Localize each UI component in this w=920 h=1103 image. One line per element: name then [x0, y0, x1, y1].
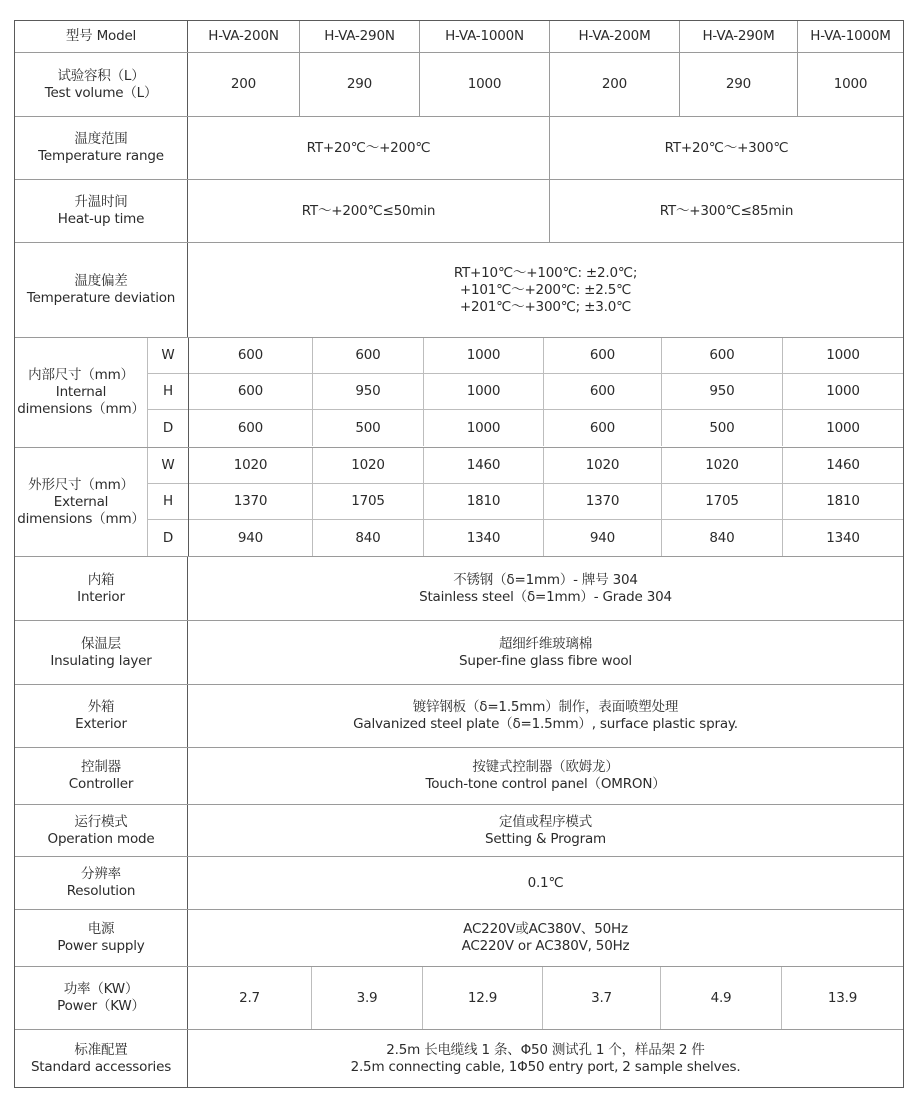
dimension-row	[189, 448, 903, 484]
value-cell: 600	[189, 338, 313, 373]
internal-label	[15, 338, 148, 447]
model-header: H-VA-200N	[188, 21, 300, 52]
operation-row	[15, 805, 903, 857]
power-row	[15, 967, 903, 1030]
exterior-row	[15, 685, 903, 748]
label-cn: 电源	[87, 921, 115, 937]
test-volume-label	[15, 53, 188, 116]
value-cell: 1370	[189, 484, 313, 519]
resolution-row	[15, 857, 903, 910]
value-cell: 1000	[826, 383, 860, 399]
power-supply-label	[15, 910, 188, 966]
value-cell	[188, 1030, 903, 1087]
value-cell: 290	[680, 53, 798, 116]
label-cn: 温度范围	[74, 131, 128, 147]
value-cell: 950	[662, 374, 783, 409]
label-en: dimensions（mm）	[17, 510, 145, 527]
value-cell: 1000	[424, 374, 544, 409]
value-cell: 1370	[544, 484, 662, 519]
value-cell: RT～+200℃≤50min	[188, 180, 550, 242]
external-label	[15, 448, 148, 556]
power-supply-row	[15, 910, 903, 967]
interior-label	[15, 557, 188, 620]
insulation-label	[15, 621, 188, 684]
value-cell: 200	[188, 53, 300, 116]
label-en: External	[53, 493, 109, 510]
label-en: dimensions（mm）	[17, 401, 145, 417]
value-cell	[188, 748, 903, 804]
value-cell: 1000	[424, 410, 544, 446]
value-cell: 600	[189, 374, 313, 409]
dimension-row	[189, 338, 903, 374]
dimension-row	[189, 484, 903, 520]
header-row	[15, 20, 903, 53]
dimension-values	[189, 448, 903, 556]
value-cell: RT+20℃～+200℃	[188, 117, 550, 179]
exterior-label	[15, 685, 188, 747]
value-cell: 1340	[424, 520, 544, 556]
label-cn: 升温时间	[74, 194, 128, 210]
axis-column	[148, 338, 189, 447]
value-cell: 1340	[826, 529, 860, 546]
value-cell: 1020	[189, 448, 313, 483]
value-cell: 1020	[313, 448, 424, 483]
value-cell	[188, 805, 903, 856]
value-cell: 1705	[662, 484, 783, 519]
axis-label: W	[148, 338, 188, 374]
value-cell: 4.9	[661, 967, 782, 1029]
value-cell: 600	[662, 338, 783, 373]
value-cell: 12.9	[423, 967, 543, 1029]
value-en: Galvanized steel plate（δ=1.5mm）, surface plastic spray.	[353, 716, 738, 732]
value-en: Stainless steel（δ=1mm）- Grade 304	[419, 588, 672, 605]
label-cn: 试验容积（L）	[57, 67, 145, 84]
value-cell: 600	[544, 410, 662, 446]
label-en: Internal	[55, 384, 107, 400]
value-cell: 290	[300, 53, 420, 116]
label-cn: 保温层	[81, 635, 121, 652]
value-cell: 1810	[826, 493, 860, 509]
value-cn: 镀锌钢板（δ=1.5mm）制作，表面喷塑处理	[412, 699, 679, 715]
value-cell: 600	[189, 410, 313, 446]
label-en: Power（KW）	[57, 998, 145, 1014]
value-cell: 1020	[662, 448, 783, 483]
power-label	[15, 967, 188, 1029]
value-en: Touch-tone control panel（OMRON）	[425, 776, 666, 792]
value-cell: 200	[550, 53, 680, 116]
value-en: Super-fine glass fibre wool	[458, 652, 632, 669]
value-cell	[188, 685, 903, 747]
label-en: Operation mode	[47, 830, 155, 847]
value-cell: 940	[544, 520, 662, 556]
value-cell: 1000	[833, 76, 868, 92]
label-en: Power supply	[57, 938, 145, 954]
value-cell: 1705	[313, 484, 424, 519]
interior-row	[15, 557, 903, 621]
value-cell: 600	[544, 374, 662, 409]
dimension-row	[189, 520, 903, 556]
label-en: Standard accessories	[30, 1058, 172, 1075]
value-cell: 940	[189, 520, 313, 556]
dimension-row	[189, 374, 903, 410]
value-cell: 840	[662, 520, 783, 556]
label-en: Exterior	[75, 716, 127, 732]
value-cell: 1460	[424, 448, 544, 483]
model-header: H-VA-1000M	[810, 28, 891, 44]
value-cn: 2.5m 长电缆线 1 条、Φ50 测试孔 1 个，样品架 2 件	[386, 1041, 705, 1058]
value-cell	[188, 557, 903, 620]
value-cell: 3.9	[312, 967, 423, 1029]
label-cn: 内箱	[87, 571, 115, 588]
controller-label	[15, 748, 188, 804]
model-header: H-VA-1000N	[420, 21, 550, 52]
value-en: 2.5m connecting cable, 1Φ50 entry port, 2 sample shelves.	[350, 1058, 741, 1075]
internal-dimensions-group	[15, 338, 903, 448]
heatup-label	[15, 180, 188, 242]
label-en: Temperature range	[38, 148, 164, 164]
value-en: Setting & Program	[484, 830, 606, 847]
axis-column	[148, 448, 189, 556]
deviation-line: RT+10℃～+100℃: ±2.0℃;	[453, 264, 638, 281]
label-cn: 控制器	[81, 759, 121, 775]
value-cell: 1000	[420, 53, 550, 116]
resolution-label	[15, 857, 188, 909]
label-cn: 分辨率	[81, 866, 121, 882]
axis-label: H	[148, 374, 188, 410]
value-cell: 2.7	[188, 967, 312, 1029]
value-cell: RT+20℃～+300℃	[664, 139, 789, 156]
axis-label: W	[148, 448, 188, 484]
value-cell	[188, 910, 903, 966]
deviation-label	[15, 243, 188, 337]
value-cell: 500	[662, 410, 783, 446]
value-cell: 950	[313, 374, 424, 409]
value-cell: 1000	[826, 347, 860, 363]
external-dimensions-group	[15, 448, 903, 557]
accessories-label	[15, 1030, 188, 1087]
label-cn: 外形尺寸（mm）	[28, 476, 134, 493]
temp-range-label	[15, 117, 188, 179]
label-en: Test volume（L）	[44, 84, 158, 101]
value-cn: 超细纤维玻璃棉	[498, 635, 593, 652]
value-cell: 3.7	[543, 967, 661, 1029]
label-en: Temperature deviation	[26, 290, 176, 306]
label-cn: 标准配置	[74, 1041, 128, 1058]
model-header: H-VA-290N	[300, 21, 420, 52]
model-header: H-VA-290M	[680, 21, 798, 52]
label-cn: 温度偏差	[74, 273, 128, 289]
test-volume-row	[15, 53, 903, 117]
value-cell: 600	[313, 338, 424, 373]
label-cn: 运行模式	[74, 813, 128, 830]
value-cell: 1020	[544, 448, 662, 483]
value-cell: 500	[313, 410, 424, 446]
value-cell: 600	[544, 338, 662, 373]
value-cn: 定值或程序模式	[498, 813, 593, 830]
value-cn: 按键式控制器（欧姆龙）	[472, 759, 619, 775]
value-cell: 1000	[424, 338, 544, 373]
model-label: 型号 Model	[15, 21, 188, 52]
axis-label: H	[148, 484, 188, 520]
axis-label: D	[162, 419, 174, 436]
value-en: AC220V or AC380V, 50Hz	[461, 938, 630, 954]
operation-label	[15, 805, 188, 856]
value-cell: RT～+300℃≤85min	[659, 202, 794, 219]
axis-label: D	[162, 529, 174, 546]
dimension-row	[189, 410, 903, 446]
value-cell: 1810	[424, 484, 544, 519]
value-cell: 0.1℃	[527, 874, 564, 891]
temp-range-row	[15, 117, 903, 180]
label-cn: 外箱	[87, 699, 115, 715]
label-en: Resolution	[66, 883, 136, 899]
deviation-line: +101℃～+200℃: ±2.5℃	[459, 281, 632, 298]
value-cell	[188, 621, 903, 684]
insulation-row	[15, 621, 903, 685]
value-cn: 不锈钢（δ=1mm）- 牌号 304	[453, 571, 638, 588]
value-cell	[188, 243, 903, 337]
label-en: Insulating layer	[50, 652, 152, 669]
label-cn: 功率（KW）	[63, 981, 139, 997]
accessories-row	[15, 1030, 903, 1088]
value-cell: 1000	[826, 419, 860, 436]
model-header: H-VA-200M	[550, 21, 680, 52]
dimension-values	[189, 338, 903, 447]
heatup-row	[15, 180, 903, 243]
label-cn: 内部尺寸（mm）	[28, 367, 134, 383]
controller-row	[15, 748, 903, 805]
spec-table	[14, 20, 904, 1088]
label-en: Interior	[77, 588, 125, 605]
label-en: Controller	[68, 776, 134, 792]
deviation-line: +201℃～+300℃; ±3.0℃	[459, 298, 632, 315]
value-cell: 13.9	[827, 989, 858, 1006]
value-cell: 1460	[826, 457, 860, 473]
deviation-row	[15, 243, 903, 338]
value-cn: AC220V或AC380V、50Hz	[463, 921, 628, 937]
label-en: Heat-up time	[57, 211, 145, 227]
value-cell: 840	[313, 520, 424, 556]
